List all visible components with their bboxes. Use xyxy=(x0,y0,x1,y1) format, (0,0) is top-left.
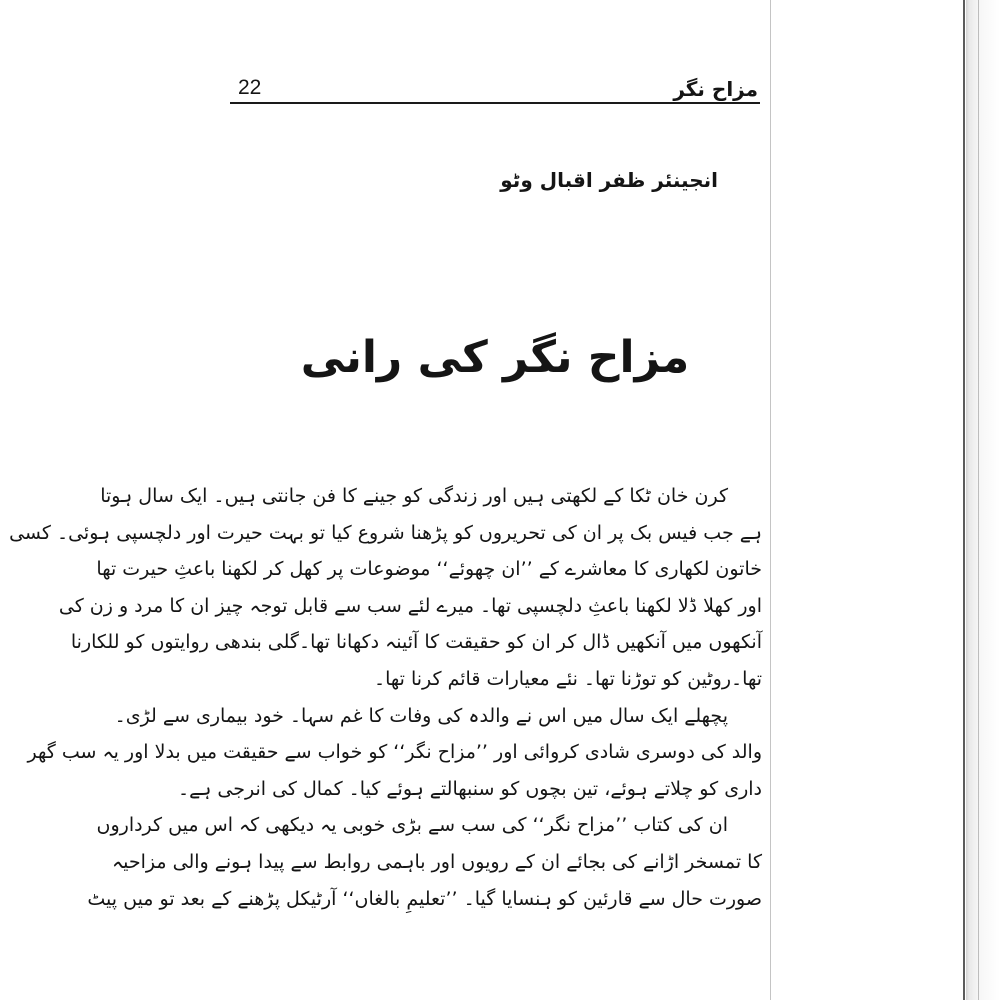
body-line: اور کھلا ڈلا لکھنا باعثِ دلچسپی تھا۔ میرے لئے سب سے قابل توجہ چیز ان کا مرد و زن کی xyxy=(58,594,762,617)
article-body xyxy=(9,478,762,917)
body-line: داری کو چلاتے ہوئے، تین بچوں کو سنبھالتے ہوئے کیا۔ کمال کی انرجی ہے۔ xyxy=(177,777,762,800)
page-edge-line xyxy=(963,0,965,1000)
book-edge-shadow xyxy=(966,0,1000,1000)
running-book-title: مزاح نگر xyxy=(673,77,758,101)
body-line: ان کی کتاب ’’مزاح نگر‘‘ کی سب سے بڑی خوبی یہ دیکھی کہ اس میں کرداروں xyxy=(96,814,728,837)
body-line: تھا۔روٹین کو توڑنا تھا۔ نئے معیارات قائم کرنا تھا۔ xyxy=(373,667,762,690)
body-line: خاتون لکھاری کا معاشرے کے ’’ان چھوئے‘‘ موضوعات پر کھل کر لکھنا باعثِ حیرت تھا xyxy=(96,558,762,581)
body-line: والد کی دوسری شادی کروائی اور ’’مزاح نگر‘‘ کو خواب سے حقیقت میں بدلا اور یہ سب گھر xyxy=(27,741,762,764)
article-heading: مزاح نگر کی رانی xyxy=(300,332,690,383)
body-line: کرن خان ٹکا کے لکھتی ہیں اور زندگی کو جینے کا فن جانتی ہیں۔ ایک سال ہوتا xyxy=(100,485,728,507)
page-number: 22 xyxy=(238,76,262,99)
author-name: انجینئر ظفر اقبال وٹو xyxy=(500,168,718,192)
running-header xyxy=(230,72,760,104)
page-edge-line xyxy=(978,0,979,1000)
body-line: کا تمسخر اڑانے کی بجائے ان کے رویوں اور باہمی روابط سے پیدا ہونے والی مزاحیہ xyxy=(112,850,762,873)
body-line: ہے جب فیس بک پر ان کی تحریروں کو پڑھنا شروع کیا تو بہت حیرت اور دلچسپی ہوئی۔ کسی xyxy=(9,521,762,544)
body-line: صورت حال سے قارئین کو ہنسایا گیا۔ ’’تعلیمِ بالغاں‘‘ آرٹیکل پڑھنے کے بعد تو میں پیٹ xyxy=(87,887,762,910)
body-line: پچھلے ایک سال میں اس نے والدہ کی وفات کا غم سہا۔ خود بیماری سے لڑی۔ xyxy=(114,704,728,727)
body-line: آنکھوں میں آنکھیں ڈال کر ان کو حقیقت کا آئینہ دکھانا تھا۔گلی بندھی روایتوں کو للکارنا xyxy=(70,631,762,654)
